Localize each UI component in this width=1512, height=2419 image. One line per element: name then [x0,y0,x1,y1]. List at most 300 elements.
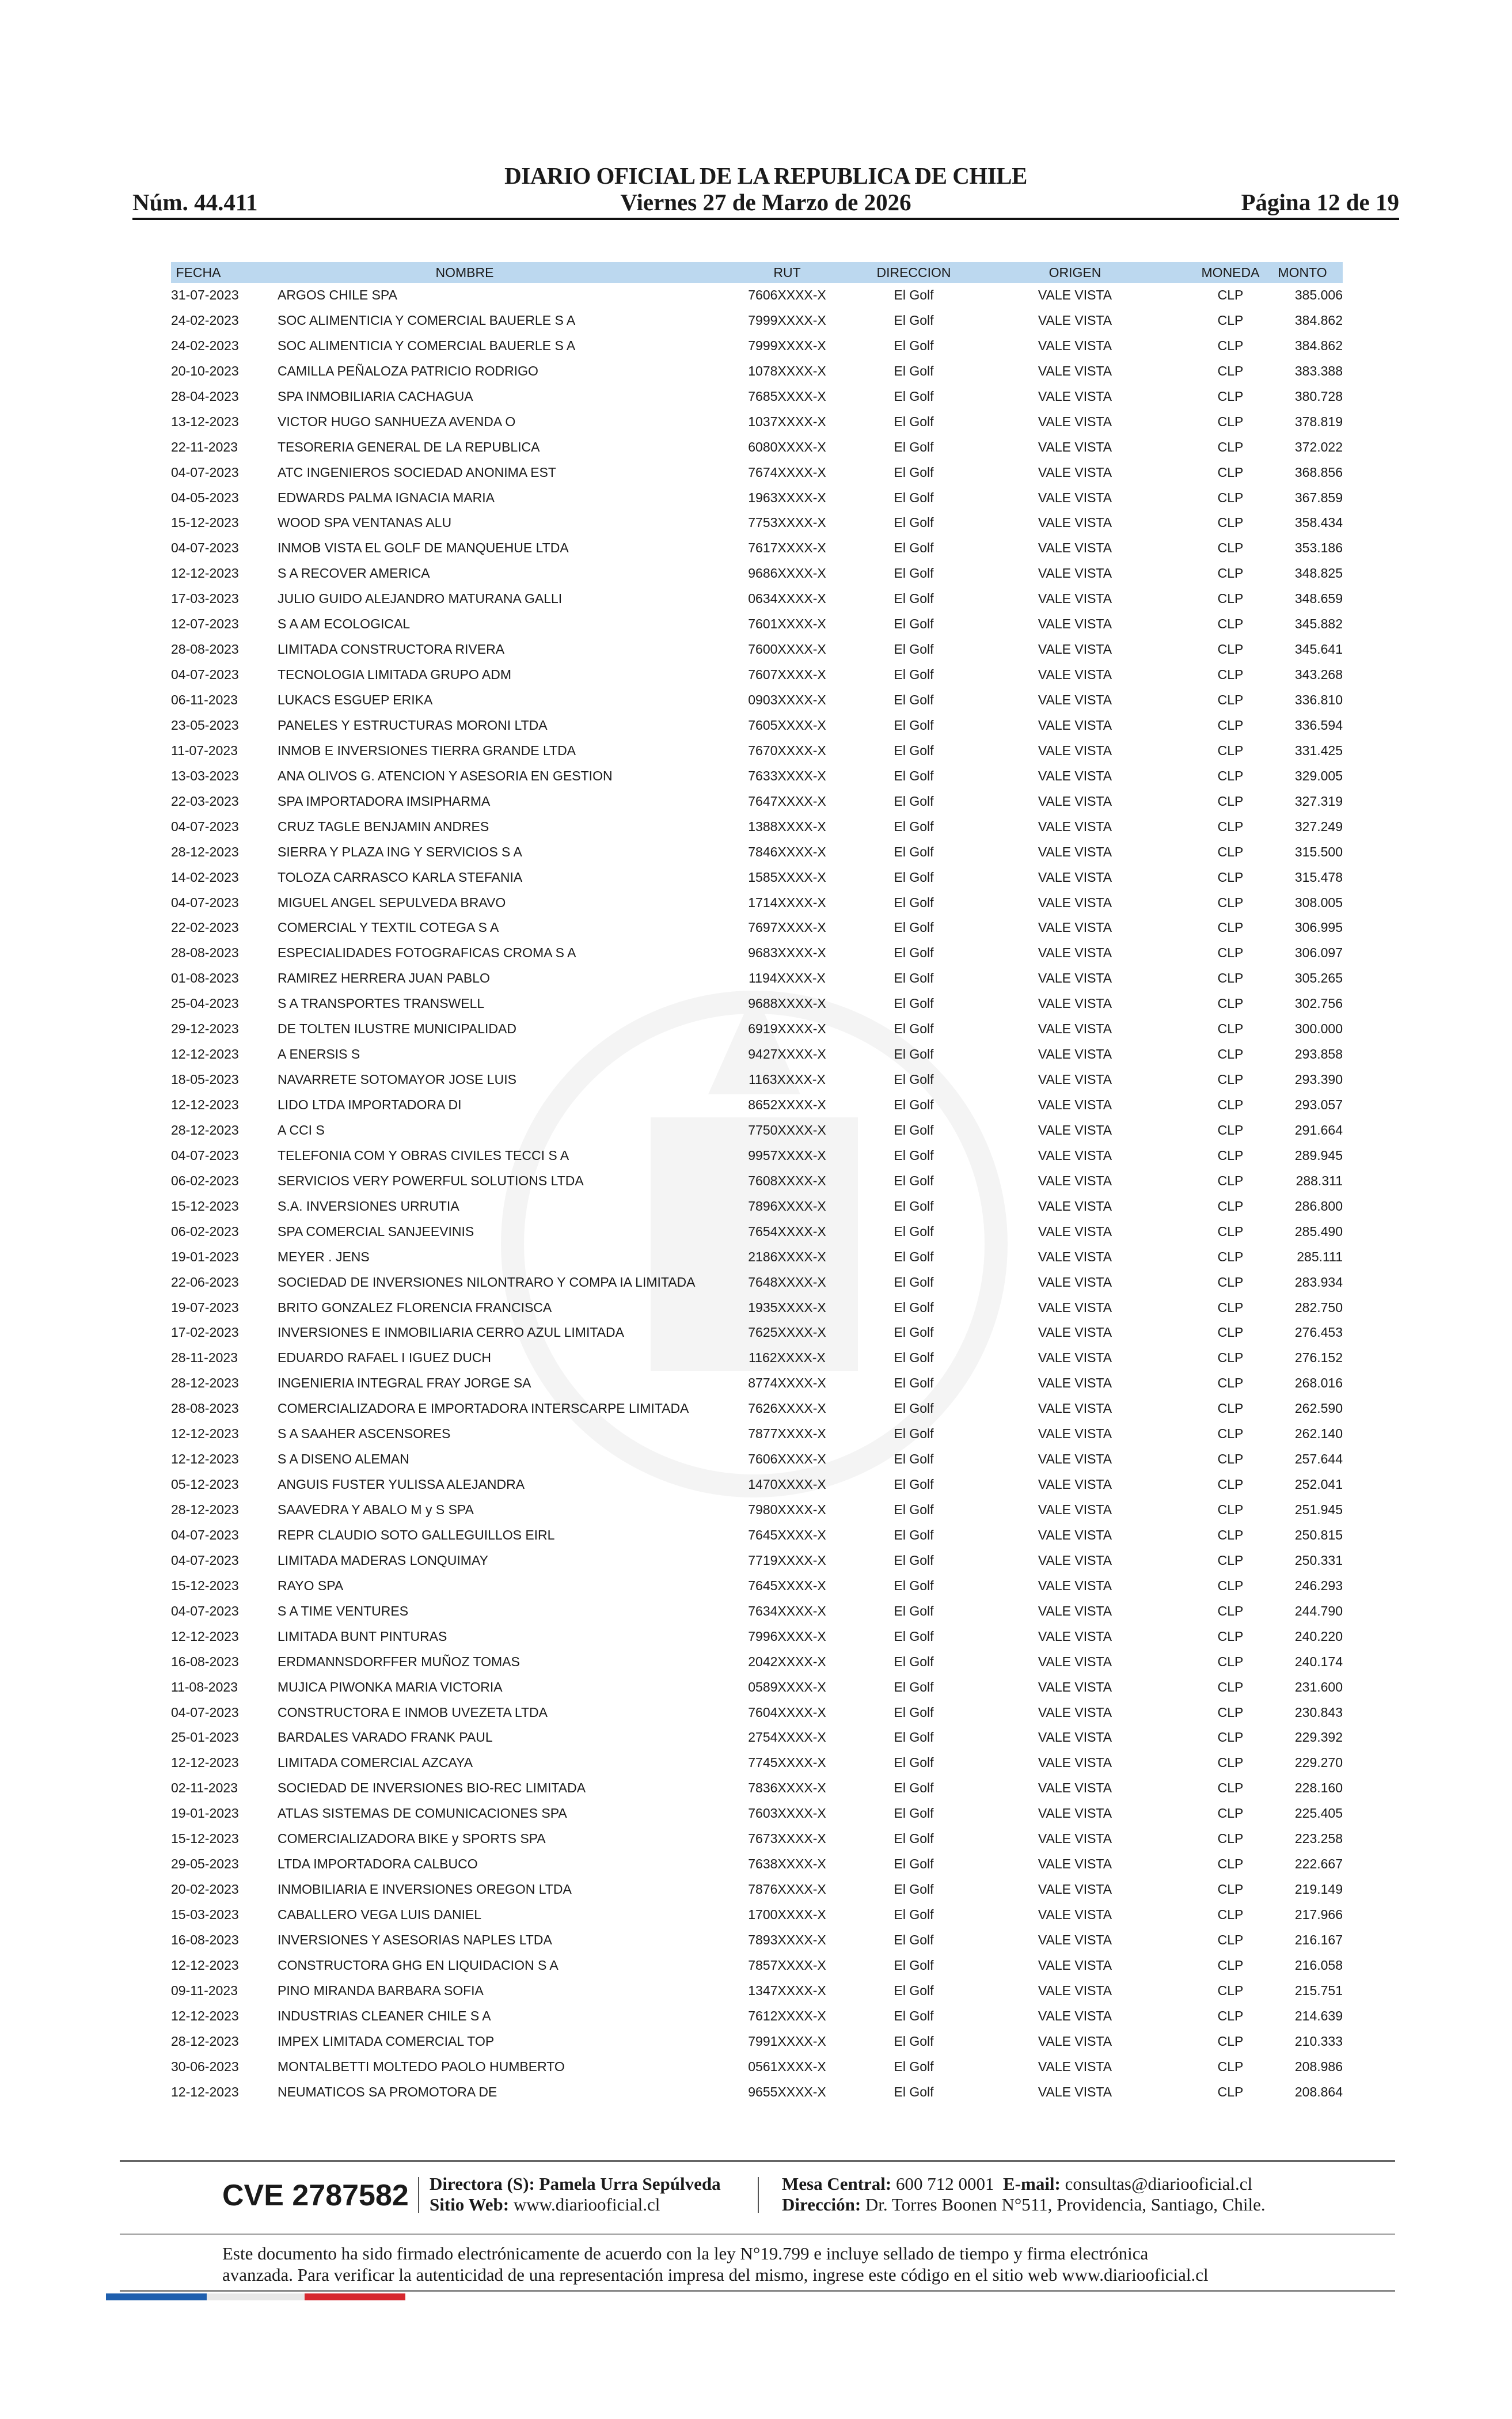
header-direccion: DIRECCION [876,265,951,280]
email-link[interactable]: consultas@diariooficial.cl [1065,2174,1253,2194]
cell-fecha: 28-12-2023 [171,1122,239,1138]
cell-fecha: 15-12-2023 [171,1578,239,1593]
cell-direccion: El Golf [894,490,934,505]
cell-monto: 293.057 [1294,1097,1343,1112]
cell-monto: 289.945 [1294,1147,1343,1163]
cell-nombre: S A RECOVER AMERICA [278,566,430,581]
cell-nombre: BRITO GONZALEZ FLORENCIA FRANCISCA [278,1299,552,1315]
cell-rut: 7607XXXX-X [748,667,826,683]
table-row [171,789,1343,814]
cell-moneda: CLP [1217,2008,1244,2023]
cell-direccion: El Golf [894,793,934,809]
cell-direccion: El Golf [894,1097,934,1112]
cell-rut: 1700XXXX-X [748,1907,826,1922]
legal-line: avanzada. Para verificar la autenticidad de una representación impresa del mismo, ingrese este código en el sitio web www.diariooficial.cl [222,2265,1209,2285]
cell-origen: VALE VISTA [1038,692,1112,707]
cell-nombre: COMERCIALIZADORA E IMPORTADORA INTERSCARPE LIMITADA [278,1401,689,1416]
cell-direccion: El Golf [894,1806,934,1821]
cell-moneda: CLP [1217,1780,1244,1796]
cell-fecha: 09-11-2023 [171,1982,238,1998]
cell-direccion: El Golf [894,1654,934,1669]
cell-monto: 282.750 [1294,1299,1343,1315]
cell-direccion: El Golf [894,287,934,302]
table-row [171,1599,1343,1624]
cell-direccion: El Golf [894,1957,934,1973]
table-row [171,1371,1343,1396]
cell-direccion: El Golf [894,414,934,429]
cell-origen: VALE VISTA [1038,1882,1112,1897]
cell-rut: 8774XXXX-X [748,1375,826,1391]
cell-direccion: El Golf [894,2008,934,2023]
cell-rut: 1037XXXX-X [748,414,826,429]
cell-origen: VALE VISTA [1038,566,1112,581]
cell-moneda: CLP [1217,1704,1244,1720]
flag-blue [106,2293,207,2300]
table-row [171,1169,1343,1194]
cell-moneda: CLP [1217,616,1244,632]
table-row [171,1118,1343,1143]
cell-fecha: 12-12-2023 [171,1628,239,1644]
cell-moneda: CLP [1217,1578,1244,1593]
cell-rut: 7606XXXX-X [748,287,826,302]
cell-moneda: CLP [1217,1654,1244,1669]
cell-direccion: El Golf [894,1502,934,1517]
cell-origen: VALE VISTA [1038,1072,1112,1087]
cell-nombre: SPA COMERCIAL SANJEEVINIS [278,1223,474,1239]
cell-direccion: El Golf [894,464,934,480]
cell-fecha: 24-02-2023 [171,312,239,328]
cell-nombre: LTDA IMPORTADORA CALBUCO [278,1856,478,1872]
cell-monto: 210.333 [1294,2033,1343,2049]
cell-direccion: El Golf [894,1122,934,1138]
cell-fecha: 13-03-2023 [171,768,239,783]
cell-moneda: CLP [1217,1375,1244,1391]
table-row [171,1548,1343,1574]
cell-moneda: CLP [1217,692,1244,707]
table-row [171,764,1343,789]
cell-direccion: El Golf [894,515,934,530]
table-row [171,1194,1343,1219]
table-row [171,662,1343,688]
table-row [171,1042,1343,1067]
cell-fecha: 01-08-2023 [171,970,239,986]
cell-direccion: El Golf [894,667,934,683]
cell-fecha: 04-07-2023 [171,1603,239,1618]
cell-fecha: 22-06-2023 [171,1274,239,1290]
cell-moneda: CLP [1217,439,1244,454]
cell-direccion: El Golf [894,1426,934,1442]
cell-nombre: SOC ALIMENTICIA Y COMERCIAL BAUERLE S A [278,312,576,328]
table-row [171,1017,1343,1042]
table-row [171,688,1343,713]
cell-origen: VALE VISTA [1038,996,1112,1011]
table-row [171,1978,1343,2004]
cell-monto: 336.810 [1294,692,1343,707]
cell-moneda: CLP [1217,338,1244,353]
cell-direccion: El Golf [894,1451,934,1467]
cell-monto: 228.160 [1294,1780,1343,1796]
table-row [171,1675,1343,1700]
cell-direccion: El Golf [894,1477,934,1492]
cell-monto: 293.390 [1294,1072,1343,1087]
table-row [171,991,1343,1017]
cell-monto: 315.478 [1294,869,1343,885]
cell-origen: VALE VISTA [1038,515,1112,530]
cell-origen: VALE VISTA [1038,667,1112,683]
table-row [171,1700,1343,1726]
cell-monto: 306.097 [1294,945,1343,961]
cell-rut: 6080XXXX-X [748,439,826,454]
cell-monto: 276.152 [1294,1350,1343,1366]
table-row [171,966,1343,991]
cell-fecha: 28-04-2023 [171,388,239,404]
cell-rut: 7626XXXX-X [748,1401,826,1416]
cell-rut: 1388XXXX-X [748,818,826,834]
cell-origen: VALE VISTA [1038,1325,1112,1340]
table-row [171,1497,1343,1523]
cell-rut: 7857XXXX-X [748,1957,826,1973]
cell-moneda: CLP [1217,1552,1244,1568]
cell-monto: 268.016 [1294,1375,1343,1391]
cell-rut: 7685XXXX-X [748,388,826,404]
cell-nombre: PINO MIRANDA BARBARA SOFIA [278,1982,484,1998]
table-row [171,460,1343,486]
table-row [171,1345,1343,1371]
cell-fecha: 19-01-2023 [171,1249,239,1264]
cell-moneda: CLP [1217,1401,1244,1416]
cell-nombre: SOC ALIMENTICIA Y COMERCIAL BAUERLE S A [278,338,576,353]
cell-fecha: 12-12-2023 [171,2084,239,2099]
table-row [171,840,1343,865]
cell-origen: VALE VISTA [1038,591,1112,606]
cell-fecha: 04-07-2023 [171,1704,239,1720]
cell-origen: VALE VISTA [1038,1451,1112,1467]
table-row [171,1219,1343,1245]
cell-fecha: 04-07-2023 [171,1147,239,1163]
director-name: Pamela Urra Sepúlveda [539,2174,721,2194]
cell-direccion: El Golf [894,742,934,758]
cell-origen: VALE VISTA [1038,1831,1112,1847]
cell-origen: VALE VISTA [1038,2084,1112,2099]
table-row [171,1245,1343,1270]
cell-direccion: El Golf [894,566,934,581]
cell-nombre: TELEFONIA COM Y OBRAS CIVILES TECCI S A [278,1147,569,1163]
cell-nombre: INMOB VISTA EL GOLF DE MANQUEHUE LTDA [278,540,569,556]
cell-origen: VALE VISTA [1038,1755,1112,1770]
cell-rut: 9688XXXX-X [748,996,826,1011]
cell-fecha: 28-11-2023 [171,1350,238,1366]
cell-origen: VALE VISTA [1038,2033,1112,2049]
cell-direccion: El Golf [894,616,934,632]
cell-monto: 327.319 [1294,793,1343,809]
cell-moneda: CLP [1217,464,1244,480]
cell-monto: 384.862 [1294,312,1343,328]
cell-moneda: CLP [1217,1198,1244,1214]
cell-rut: 7896XXXX-X [748,1198,826,1214]
legal-line: Este documento ha sido firmado electrónicamente de acuerdo con la ley N°19.799 e incluye sellado de tiempo y firma electrónica [222,2243,1149,2263]
cell-rut: 7999XXXX-X [748,338,826,353]
cell-nombre: VICTOR HUGO SANHUEZA AVENDA O [278,414,516,429]
cell-fecha: 02-11-2023 [171,1780,238,1796]
cell-rut: 9655XXXX-X [748,2084,826,2099]
cell-monto: 291.664 [1294,1122,1343,1138]
cell-rut: 7996XXXX-X [748,1628,826,1644]
cell-monto: 240.174 [1294,1654,1343,1669]
cell-origen: VALE VISTA [1038,793,1112,809]
cell-rut: 7876XXXX-X [748,1882,826,1897]
cell-moneda: CLP [1217,844,1244,859]
cell-monto: 345.882 [1294,616,1343,632]
cell-nombre: CRUZ TAGLE BENJAMIN ANDRES [278,818,489,834]
cell-direccion: El Golf [894,439,934,454]
cell-direccion: El Golf [894,1780,934,1796]
cell-rut: 7603XXXX-X [748,1806,826,1821]
director-label: Directora (S): [430,2174,535,2194]
cell-fecha: 22-03-2023 [171,793,239,809]
cell-direccion: El Golf [894,1730,934,1745]
cell-direccion: El Golf [894,2033,934,2049]
site-link[interactable]: www.diariooficial.cl [513,2194,660,2215]
table-row [171,2080,1343,2105]
cell-rut: 0589XXXX-X [748,1679,826,1694]
cell-fecha: 04-07-2023 [171,818,239,834]
cell-nombre: INVERSIONES E INMOBILIARIA CERRO AZUL LIMITADA [278,1325,624,1340]
cell-monto: 336.594 [1294,717,1343,733]
cell-rut: 1470XXXX-X [748,1477,826,1492]
cell-fecha: 29-05-2023 [171,1856,239,1872]
cell-monto: 251.945 [1294,1502,1343,1517]
cell-monto: 384.862 [1294,338,1343,353]
payments-table [171,262,1343,2105]
table-row [171,1750,1343,1776]
cell-moneda: CLP [1217,2058,1244,2074]
table-row [171,1776,1343,1801]
cell-monto: 293.858 [1294,1047,1343,1062]
cell-origen: VALE VISTA [1038,742,1112,758]
cell-nombre: COMERCIAL Y TEXTIL COTEGA S A [278,920,499,935]
cell-fecha: 20-10-2023 [171,363,239,378]
cell-direccion: El Golf [894,1882,934,1897]
cell-fecha: 25-04-2023 [171,996,239,1011]
cell-rut: 9427XXXX-X [748,1047,826,1062]
cell-nombre: ATC INGENIEROS SOCIEDAD ANONIMA EST [278,464,556,480]
table-row [171,1801,1343,1826]
cell-nombre: ARGOS CHILE SPA [278,287,397,302]
cell-origen: VALE VISTA [1038,1426,1112,1442]
cell-monto: 229.392 [1294,1730,1343,1745]
cell-origen: VALE VISTA [1038,1122,1112,1138]
cell-monto: 331.425 [1294,742,1343,758]
cell-rut: 7674XXXX-X [748,464,826,480]
cell-origen: VALE VISTA [1038,717,1112,733]
cell-fecha: 19-07-2023 [171,1299,239,1315]
cell-direccion: El Golf [894,1350,934,1366]
cell-origen: VALE VISTA [1038,1856,1112,1872]
cell-fecha: 04-07-2023 [171,894,239,910]
cell-moneda: CLP [1217,1072,1244,1087]
cell-rut: 1714XXXX-X [748,894,826,910]
cell-fecha: 25-01-2023 [171,1730,239,1745]
cell-fecha: 04-05-2023 [171,490,239,505]
cell-origen: VALE VISTA [1038,1021,1112,1037]
cell-monto: 353.186 [1294,540,1343,556]
cell-origen: VALE VISTA [1038,1704,1112,1720]
cell-monto: 385.006 [1294,287,1343,302]
cell-monto: 348.825 [1294,566,1343,581]
cell-rut: 7719XXXX-X [748,1552,826,1568]
cell-origen: VALE VISTA [1038,1780,1112,1796]
cell-nombre: S A TRANSPORTES TRANSWELL [278,996,485,1011]
table-row [171,637,1343,662]
cell-fecha: 04-07-2023 [171,540,239,556]
cell-origen: VALE VISTA [1038,540,1112,556]
cell-rut: 9957XXXX-X [748,1147,826,1163]
cell-origen: VALE VISTA [1038,1628,1112,1644]
cell-origen: VALE VISTA [1038,894,1112,910]
table-row [171,1650,1343,1675]
table-body [171,283,1343,2105]
cell-moneda: CLP [1217,1679,1244,1694]
table-row [171,1852,1343,1877]
header-origen: ORIGEN [1048,265,1101,280]
cell-moneda: CLP [1217,1477,1244,1492]
cell-direccion: El Golf [894,945,934,961]
cell-monto: 223.258 [1294,1831,1343,1847]
cell-nombre: INMOB E INVERSIONES TIERRA GRANDE LTDA [278,742,576,758]
cell-fecha: 06-02-2023 [171,1173,239,1188]
cell-rut: 7753XXXX-X [748,515,826,530]
cell-origen: VALE VISTA [1038,818,1112,834]
cell-monto: 208.986 [1294,2058,1343,2074]
cell-fecha: 13-12-2023 [171,414,239,429]
table-row [171,536,1343,561]
header-fecha: FECHA [176,265,221,280]
cell-nombre: TECNOLOGIA LIMITADA GRUPO ADM [278,667,511,683]
cell-monto: 308.005 [1294,894,1343,910]
cell-nombre: EDUARDO RAFAEL I IGUEZ DUCH [278,1350,492,1366]
table-header [171,262,1343,283]
cell-monto: 305.265 [1294,970,1343,986]
cell-moneda: CLP [1217,287,1244,302]
cell-rut: 9683XXXX-X [748,945,826,961]
cell-rut: 2186XXXX-X [748,1249,826,1264]
cell-monto: 276.453 [1294,1325,1343,1340]
cell-monto: 222.667 [1294,1856,1343,1872]
cell-origen: VALE VISTA [1038,1350,1112,1366]
cell-moneda: CLP [1217,566,1244,581]
cell-origen: VALE VISTA [1038,1401,1112,1416]
header-nombre: NOMBRE [435,265,494,280]
cell-moneda: CLP [1217,1426,1244,1442]
cell-moneda: CLP [1217,1350,1244,1366]
cell-nombre: LIMITADA BUNT PINTURAS [278,1628,447,1644]
table-row [171,915,1343,941]
cell-moneda: CLP [1217,1957,1244,1973]
cell-moneda: CLP [1217,1882,1244,1897]
cell-monto: 219.149 [1294,1882,1343,1897]
cell-direccion: El Golf [894,692,934,707]
cell-origen: VALE VISTA [1038,1097,1112,1112]
cell-origen: VALE VISTA [1038,844,1112,859]
cell-fecha: 04-07-2023 [171,667,239,683]
table-row [171,410,1343,435]
cell-nombre: LIMITADA MADERAS LONQUIMAY [278,1552,488,1568]
cell-fecha: 28-08-2023 [171,642,239,657]
table-row [171,713,1343,738]
cell-moneda: CLP [1217,1831,1244,1847]
cell-nombre: A CCI S [278,1122,325,1138]
cell-direccion: El Golf [894,1552,934,1568]
footer-divider [418,2177,419,2213]
cell-direccion: El Golf [894,970,934,986]
cell-nombre: SAAVEDRA Y ABALO M y S SPA [278,1502,474,1517]
cell-fecha: 12-12-2023 [171,1957,239,1973]
cell-monto: 250.815 [1294,1527,1343,1542]
cell-monto: 244.790 [1294,1603,1343,1618]
cell-rut: 0561XXXX-X [748,2058,826,2074]
cell-fecha: 17-03-2023 [171,591,239,606]
cell-origen: VALE VISTA [1038,970,1112,986]
cell-moneda: CLP [1217,894,1244,910]
cell-origen: VALE VISTA [1038,414,1112,429]
cell-direccion: El Golf [894,768,934,783]
table-row [171,1143,1343,1169]
cell-nombre: SIERRA Y PLAZA ING Y SERVICIOS S A [278,844,522,859]
cell-nombre: SERVICIOS VERY POWERFUL SOLUTIONS LTDA [278,1173,584,1188]
cell-nombre: S A TIME VENTURES [278,1603,409,1618]
table-row [171,561,1343,586]
cell-nombre: IMPEX LIMITADA COMERCIAL TOP [278,2033,495,2049]
cell-moneda: CLP [1217,1502,1244,1517]
cell-fecha: 04-07-2023 [171,1552,239,1568]
table-row [171,941,1343,966]
cell-direccion: El Golf [894,1249,934,1264]
cell-nombre: WOOD SPA VENTANAS ALU [278,515,452,530]
cell-fecha: 12-12-2023 [171,566,239,581]
cell-nombre: JULIO GUIDO ALEJANDRO MATURANA GALLI [278,591,563,606]
issue-date: Viernes 27 de Marzo de 2026 [620,189,911,215]
flag-stripe [106,2293,405,2300]
cell-monto: 229.270 [1294,1755,1343,1770]
cell-monto: 217.966 [1294,1907,1343,1922]
cell-monto: 345.641 [1294,642,1343,657]
cell-nombre: MEYER . JENS [278,1249,370,1264]
cell-origen: VALE VISTA [1038,312,1112,328]
cell-fecha: 29-12-2023 [171,1021,239,1037]
cell-fecha: 12-12-2023 [171,1426,239,1442]
page-footer [120,2160,1395,2295]
page-indicator: Página 12 de 19 [1241,189,1399,215]
cell-fecha: 22-11-2023 [171,439,238,454]
cell-moneda: CLP [1217,1603,1244,1618]
table-row [171,486,1343,511]
cell-fecha: 15-03-2023 [171,1907,239,1922]
cell-direccion: El Golf [894,1325,934,1340]
cell-nombre: SPA IMPORTADORA IMSIPHARMA [278,793,491,809]
cell-nombre: RAMIREZ HERRERA JUAN PABLO [278,970,490,986]
table-row [171,586,1343,612]
cell-direccion: El Golf [894,1147,934,1163]
cell-monto: 240.220 [1294,1628,1343,1644]
cell-rut: 7846XXXX-X [748,844,826,859]
cell-monto: 380.728 [1294,388,1343,404]
cell-direccion: El Golf [894,1274,934,1290]
footer-bottom-rule [120,2290,1395,2292]
cell-fecha: 28-08-2023 [171,1401,239,1416]
page-header [132,162,1399,220]
table-row [171,2054,1343,2080]
table-row [171,814,1343,840]
